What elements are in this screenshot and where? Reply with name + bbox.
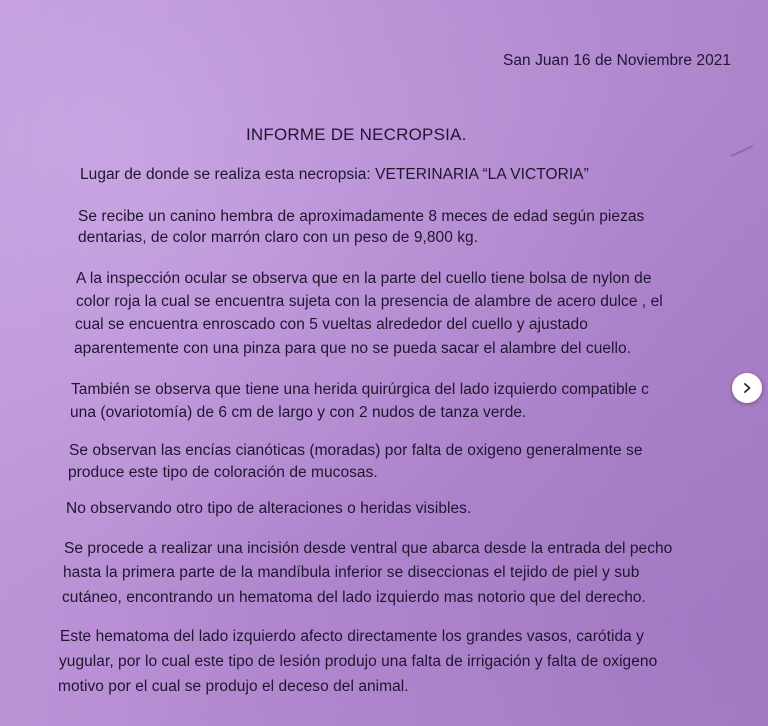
text-line: dentarias, de color marrón claro con un peso de 9,800 kg. <box>78 229 479 246</box>
document-date: San Juan 16 de Noviembre 2021 <box>503 52 732 69</box>
text-line: cutáneo, encontrando un hematoma del lado izquierdo mas notorio que del derecho. <box>62 589 646 606</box>
paper-crease <box>731 145 754 157</box>
text-line: También se observa que tiene una herida quirúrgica del lado izquierdo compatible c <box>71 381 649 398</box>
text-line: una (ovariotomía) de 6 cm de largo y con 2 nudos de tanza verde. <box>70 404 527 421</box>
text-line: No observando otro tipo de alteraciones o heridas visibles. <box>66 500 472 517</box>
text-line: A la inspección ocular se observa que en la parte del cuello tiene bolsa de nylon de <box>76 270 652 287</box>
text-line: Se recibe un canino hembra de aproximadamente 8 meces de edad según piezas <box>78 208 645 225</box>
text-line: aparentemente con una pinza para que no se pueda sacar el alambre del cuello. <box>74 340 632 357</box>
text-line: color roja la cual se encuentra sujeta con la presencia de alambre de acero dulce , el <box>76 293 663 310</box>
text-line: Se observan las encías cianóticas (moradas) por falta de oxigeno generalmente se <box>69 442 643 459</box>
text-line: cual se encuentra enroscado con 5 vueltas alrededor del cuello y ajustado <box>75 316 588 333</box>
text-line: produce este tipo de coloración de mucosas. <box>68 464 378 481</box>
text-line: Lugar de donde se realiza esta necropsia: VETERINARIA “LA VICTORIA” <box>80 166 589 183</box>
text-line: hasta la primera parte de la mandíbula inferior se diseccionas el tejido de piel y sub <box>63 564 640 581</box>
document-title: INFORME DE NECROPSIA. <box>246 125 467 144</box>
next-image-button[interactable] <box>732 373 762 403</box>
text-line: Se procede a realizar una incisión desde ventral que abarca desde la entrada del pecho <box>64 540 673 557</box>
text-line: Este hematoma del lado izquierdo afecto directamente los grandes vasos, carótida y <box>60 628 644 645</box>
chevron-right-icon <box>741 382 753 394</box>
text-line: yugular, por lo cual este tipo de lesión produjo una falta de irrigación y falta de oxigeno <box>59 653 658 670</box>
text-line: motivo por el cual se produjo el deceso del animal. <box>58 678 409 695</box>
